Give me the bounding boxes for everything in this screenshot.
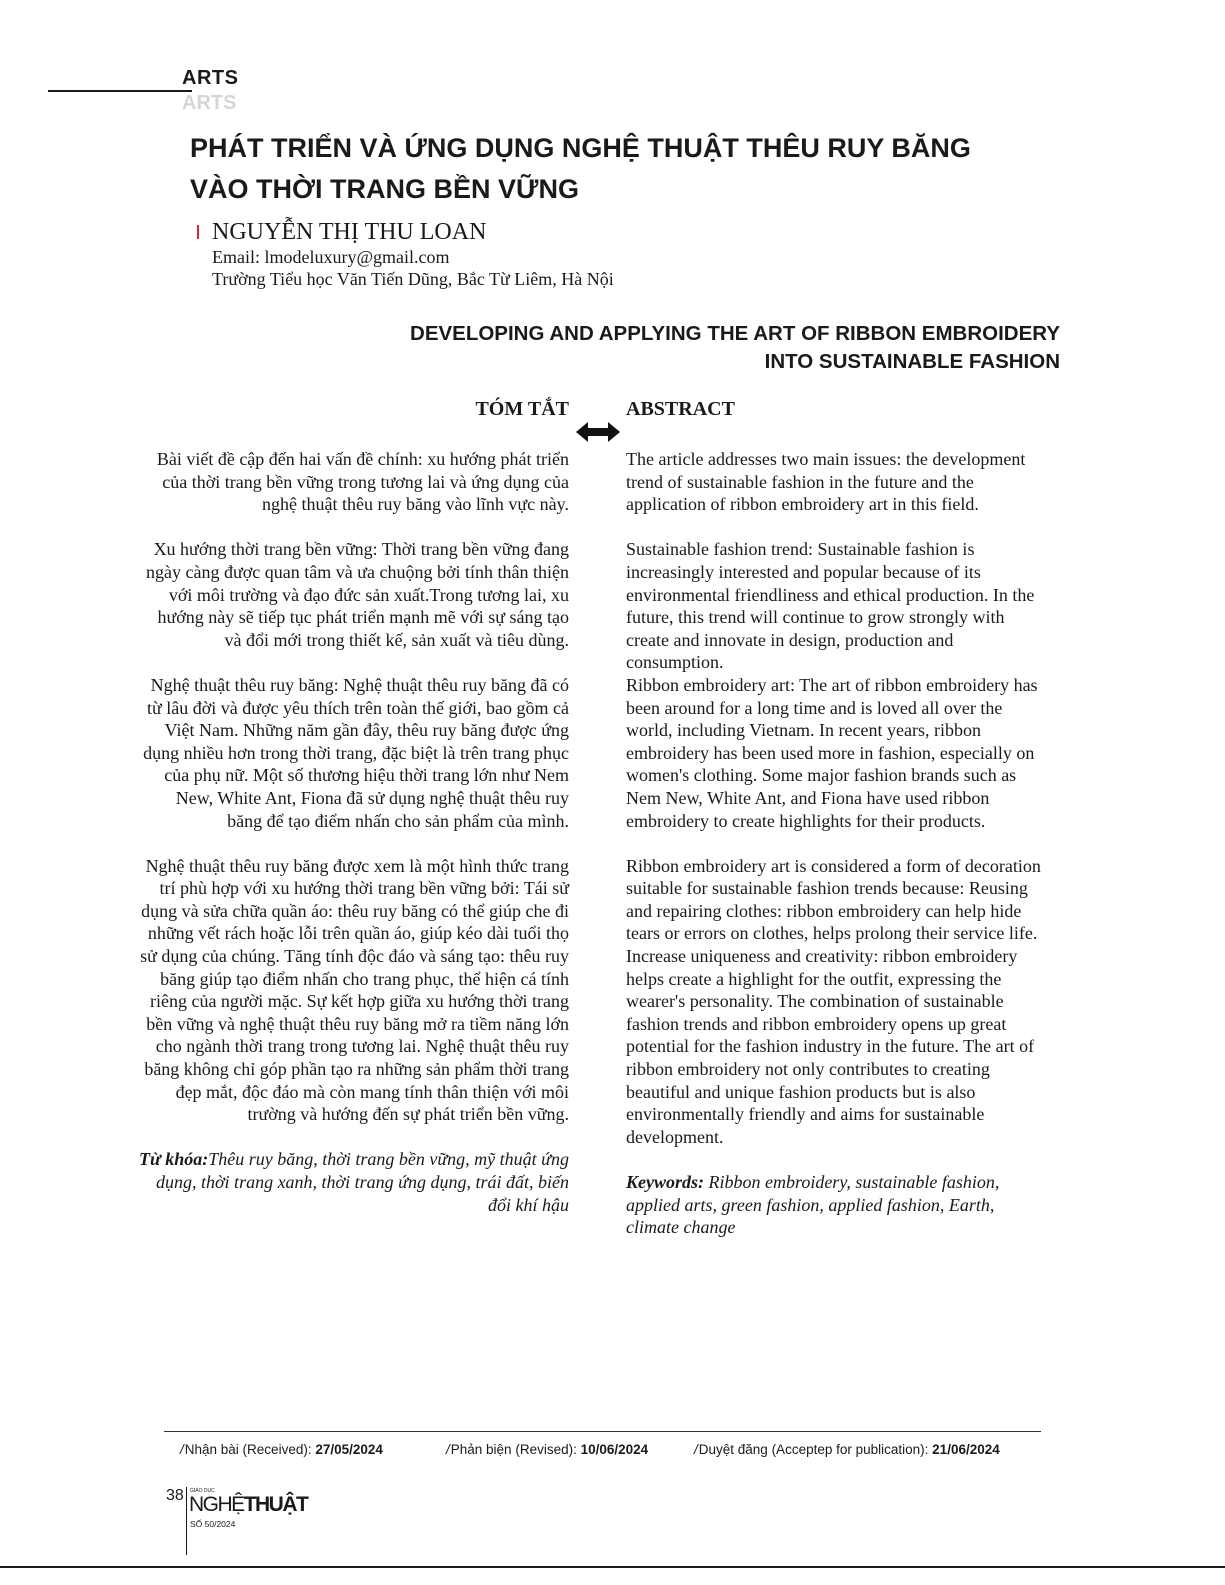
vietnamese-title <box>190 128 1090 210</box>
keywords-vn-text: Thêu ruy băng, thời trang bền vững, mỹ thuật ứng dụng, thời trang xanh, thời trang ứng dụng, trái đất, biến đổi khí hậu <box>155 1149 569 1215</box>
double-arrow-icon <box>576 420 620 444</box>
section-label: ARTS <box>182 67 239 89</box>
english-title-line-2: INTO SUSTAINABLE FASHION <box>764 350 1060 373</box>
abstract-en-paragraph: Sustainable fashion trend: Sustainable fashion is increasingly interested and popular because of its environmental friendliness and ethical production. In the future, this trend will continue to grow strongly with create and innovate in design, production and consumption. <box>626 539 1035 673</box>
english-title-line-1: DEVELOPING AND APPLYING THE ART OF RIBBON EMBROIDERY <box>410 322 1060 345</box>
english-title <box>300 320 1060 376</box>
abstract-vn-paragraph: Bài viết đề cập đến hai vấn đề chính: xu hướng phát triển của thời trang bền vững trong tương lai và ứng dụng của nghệ thuật thêu ruy băng vào lĩnh vực này. <box>156 449 569 515</box>
vietnamese-title-line-2: VÀO THỜI TRANG BỀN VỮNG <box>190 174 579 204</box>
abstract-en-paragraph: Ribbon embroidery art is considered a form of decoration suitable for sustainable fashion trends because: Reusing and repairing clothes: ribbon embroidery can help hide tears or errors on clothes, helps prolong their service life. Increase uniqueness and creativity: ribbon embroidery helps create a highlight for the outfit, expressing the wearer's personality. The combination of sustainable fashion trends and ribbon embroidery opens up great potential for the fashion industry in the future. The art of ribbon embroidery not only contributes to creating beautiful and unique fashion products but is also environmentally friendly and aims for sustainable development. <box>626 855 1041 1147</box>
author-email: Email: lmodeluxury@gmail.com <box>212 247 450 267</box>
header-rule <box>48 90 192 92</box>
section-label-ghost: ARTS <box>182 92 237 114</box>
footer-vertical-rule <box>186 1487 187 1555</box>
journal-logo <box>189 1494 307 1516</box>
abstract-vn-body <box>138 448 569 1216</box>
abstract-vn-paragraph: Nghệ thuật thêu ruy băng: Nghệ thuật thêu ruy băng đã có từ lâu đời và được yêu thích trên toàn thế giới, bao gồm cả Việt Nam. Những năm gần đây, thêu ruy băng được ứng dụng nhiều hơn trong thời trang, đặc biệt là trên trang phục của phụ nữ. Một số thương hiệu thời trang lớn như Nem New, White Ant, Fiona đã sử dụng nghệ thuật thêu ruy băng để tạo điểm nhấn cho sản phẩm của mình. <box>143 674 569 831</box>
abstract-en-paragraph: The article addresses two main issues: the development trend of sustainable fashion in the future and the application of ribbon embroidery art in this field. <box>626 449 1026 515</box>
revised-date: /Phản biện (Revised): 10/06/2024 <box>446 1442 649 1457</box>
journal-logo-small: GIÁO DỤC <box>190 1488 215 1494</box>
abstract-en-keywords <box>626 1171 1046 1239</box>
accepted-label: Duyệt đăng (Acceptep for publication): <box>698 1442 929 1457</box>
page-bottom-rule <box>0 1566 1225 1568</box>
received-value: 27/05/2024 <box>315 1442 383 1457</box>
author-marker <box>197 225 199 239</box>
author-affiliation: Trường Tiểu học Văn Tiến Dũng, Bắc Từ Liêm, Hà Nội <box>212 269 614 289</box>
abstract-vn-paragraph: Xu hướng thời trang bền vững: Thời trang bền vững đang ngày càng được quan tâm và ưa chuộng bởi tính thân thiện với môi trường và đạo đức sản xuất.Trong tương lai, xu hướng này sẽ tiếp tục phát triển mạnh mẽ với sự sáng tạo và đổi mới trong thiết kế, sản xuất và tiêu dùng. <box>146 539 569 650</box>
received-label: Nhận bài (Received): <box>184 1442 312 1457</box>
journal-logo-bold: THUẬT <box>243 1493 308 1516</box>
abstract-en-body <box>626 448 1046 1239</box>
abstract-en-heading: ABSTRACT <box>626 398 735 420</box>
footer-rule <box>164 1431 1041 1432</box>
journal-logo-thin: NGHỆ <box>189 1493 244 1516</box>
abstract-vn-heading: TÓM TẮT <box>475 398 569 420</box>
vietnamese-title-line-1: PHÁT TRIỂN VÀ ỨNG DỤNG NGHỆ THUẬT THÊU RUY BĂNG <box>190 133 971 163</box>
abstract-vn-paragraph: Nghệ thuật thêu ruy băng được xem là một hình thức trang trí phù hợp với xu hướng thời trang bền vững bởi: Tái sử dụng và sửa chữa quần áo: thêu ruy băng có thể giúp che đi những vết rách hoặc lỗi trên quần áo, giúp kéo dài tuổi thọ sử dụng của chúng. Tăng tính độc đáo và sáng tạo: thêu ruy băng giúp tạo điểm nhấn cho trang phục, thể hiện cá tính riêng của người mặc. Sự kết hợp giữa xu hướng thời trang bền vững và nghệ thuật thêu ruy băng mở ra tiềm năng lớn cho ngành thời trang trong tương lai. Nghệ thuật thêu ruy băng không chỉ góp phần tạo ra những sản phẩm thời trang đẹp mắt, độc đáo mà còn mang tính thân thiện với môi trường và hướng đến sự phát triển bền vững. <box>140 855 569 1125</box>
keywords-en-text: Ribbon embroidery, sustainable fashion, applied arts, green fashion, applied fashion, Earth, climate change <box>626 1172 1000 1238</box>
accepted-value: 21/06/2024 <box>932 1442 1000 1457</box>
revised-value: 10/06/2024 <box>580 1442 649 1457</box>
abstract-vn-keywords <box>138 1148 569 1216</box>
keywords-vn-label: Từ khóa: <box>138 1149 209 1170</box>
author-name: NGUYỄN THỊ THU LOAN <box>212 219 487 245</box>
page-number: 38 <box>166 1487 184 1504</box>
abstract-en-paragraph: Ribbon embroidery art: The art of ribbon embroidery has been around for a long time and is loved all over the world, including Vietnam. In recent years, ribbon embroidery has been used more in fashion, especially on women's clothing. Some major fashion brands such as Nem New, White Ant, and Fiona have used ribbon embroidery to create highlights for their products. <box>626 674 1038 831</box>
received-date: /Nhận bài (Received): 27/05/2024 <box>180 1442 383 1457</box>
revised-label: Phản biện (Revised): <box>450 1442 577 1457</box>
keywords-en-label: Keywords: <box>626 1172 704 1192</box>
accepted-date: /Duyệt đăng (Acceptep for publication): 21/06/2024 <box>694 1442 1000 1457</box>
journal-issue: SỐ 50/2024 <box>190 1519 236 1529</box>
